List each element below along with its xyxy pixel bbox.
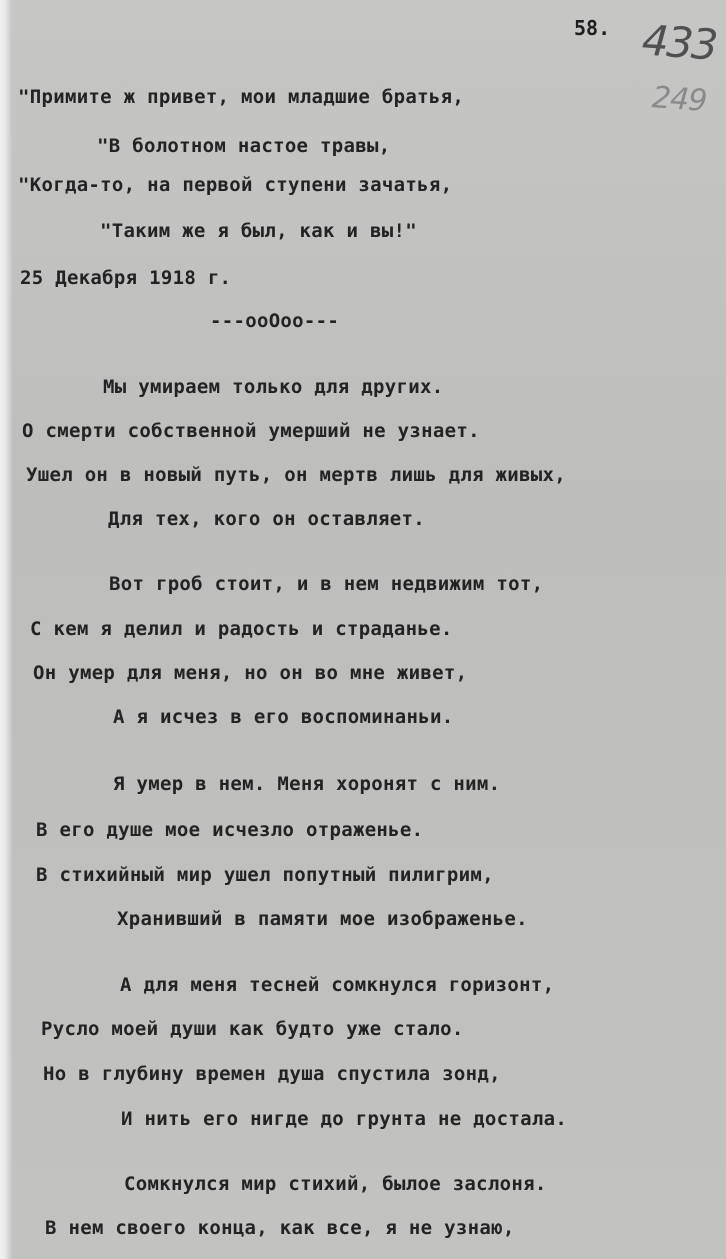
text-line: Ушел он в новый путь, он мертв лишь для живых, [26, 464, 566, 486]
text-line: Русло моей души как будто уже стало. [41, 1018, 464, 1040]
page-number: 58. [574, 16, 611, 40]
archive-number-handwritten: 433 [640, 15, 718, 70]
section-divider: ---ooOoo--- [210, 310, 340, 332]
archive-number-handwritten-secondary: 249 [650, 80, 708, 119]
text-line: В стихийный мир ушел попутный пилигрим, [36, 864, 494, 886]
text-line: А для меня тесней сомкнулся горизонт, [120, 974, 555, 996]
text-line: Хранивший в памяти мое изображенье. [117, 908, 528, 930]
text-line: Вот гроб стоит, и в нем недвижим тот, [109, 573, 544, 595]
text-line: О смерти собственной умерший не узнает. [22, 420, 480, 442]
text-line: И нить его нигде до грунта не достала. [121, 1108, 568, 1130]
text-line: Но в глубину времен душа спустила зонд, [43, 1063, 501, 1085]
text-line: Мы умираем только для других. [103, 376, 444, 398]
text-line: С кем я делил и радость и страданье. [30, 618, 453, 640]
text-line: "Примите ж привет, мои младшие братья, [18, 86, 465, 108]
text-line: В его душе мое исчезло отраженье. [36, 819, 424, 841]
text-line: "Когда-то, на первой ступени зачатья, [18, 174, 453, 196]
text-line: Сомкнулся мир стихий, былое заслоня. [124, 1173, 547, 1195]
text-line: В нем своего конца, как все, я не узнаю, [45, 1217, 515, 1239]
text-line: А я исчез в его воспоминаньи. [113, 706, 454, 728]
text-line: Для тех, кого он оставляет. [108, 508, 425, 530]
text-line: "В болотном настое травы, [97, 135, 391, 157]
text-line: Я умер в нем. Меня хоронят с ним. [113, 773, 501, 795]
page-edge [0, 0, 12, 1259]
text-line: "Таким же я был, как и вы!" [100, 220, 417, 242]
date-line: 25 Декабря 1918 г. [20, 267, 232, 289]
text-line: Он умер для меня, но он во мне живет, [33, 662, 468, 684]
